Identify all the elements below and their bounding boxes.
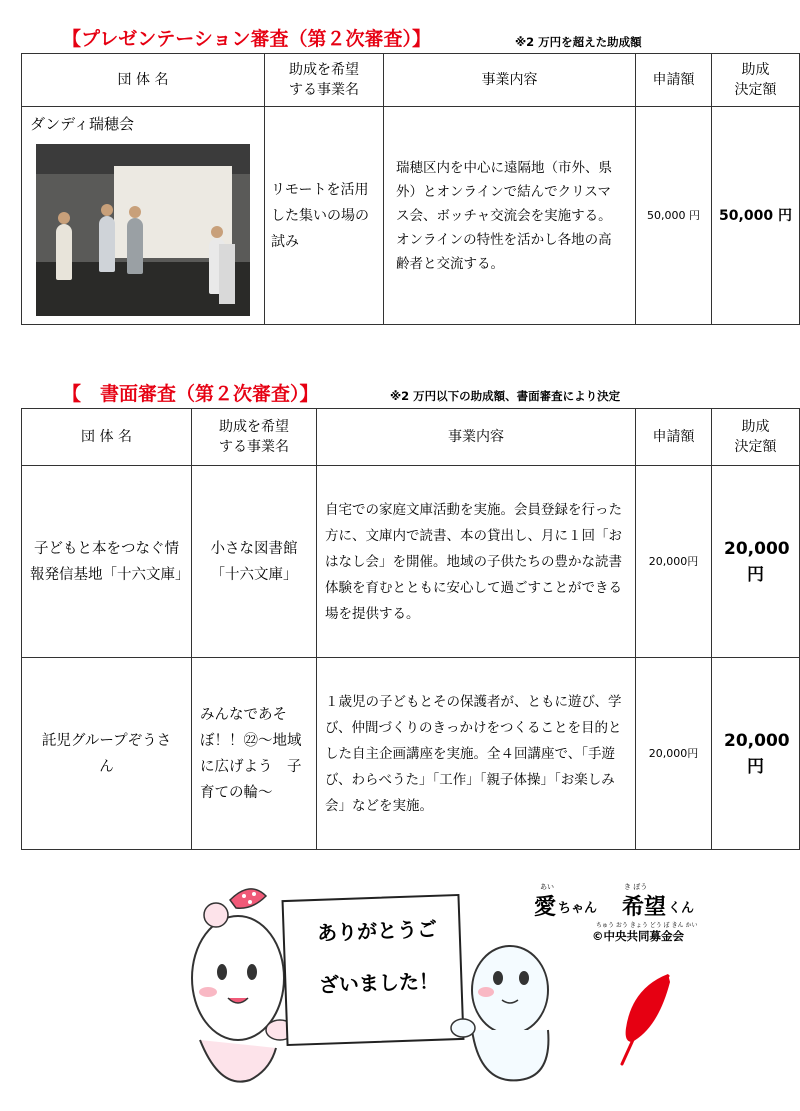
section1-note: ※2 万円を超えた助成額 bbox=[515, 35, 642, 49]
content-cell: １歳児の子どもとその保護者が、ともに遊び、学び、仲間づくりのきっかけをつくることを目的とした自主企画講座を実施。全４回講座で、「手遊び、わらべうた」「工作」「親子体操」「お楽しみ会」などを実施。 bbox=[317, 658, 636, 850]
ruby-org: ちゅう おう きょう どう ぼ きん かい bbox=[596, 922, 698, 929]
section2-title: 【 書面審査（第２次審査）】 bbox=[62, 383, 319, 405]
sign-line-2: ざいました！ bbox=[318, 968, 440, 998]
logo-kun: くん bbox=[668, 901, 695, 916]
red-feather-icon bbox=[612, 968, 682, 1068]
requested-cell: 50,000 円 bbox=[636, 107, 712, 325]
group-cell: 子どもと本をつなぐ情報発信基地「十六文庫」 bbox=[22, 466, 192, 658]
header-decided: 助成 決定額 bbox=[712, 54, 800, 107]
project-cell: 小さな図書館「十六文庫」 bbox=[192, 466, 317, 658]
section1-title: 【プレゼンテーション審査（第２次審査）】 bbox=[62, 28, 431, 50]
ruby-ai: あい bbox=[540, 883, 554, 891]
logo-ai: 愛 bbox=[534, 895, 557, 920]
project-cell: リモートを活用した集いの場の試み bbox=[265, 107, 384, 325]
mascot-logo bbox=[534, 882, 724, 952]
thank-you-sign bbox=[291, 902, 465, 1012]
project-cell: みんなであそぼ！！㉒～地域に広げよう 子育ての輪～ bbox=[192, 658, 317, 850]
event-photo bbox=[36, 144, 250, 316]
table-row bbox=[22, 658, 800, 850]
header-project: 助成を希望 する事業名 bbox=[192, 409, 317, 466]
ruby-kibou: き ぼう bbox=[624, 883, 648, 891]
requested-cell: 20,000円 bbox=[636, 658, 712, 850]
group-cell: 託児グループぞうさん bbox=[22, 658, 192, 850]
content-cell: 自宅での家庭文庫活動を実施。会員登録を行った方に、文庫内で読書、本の貸出し、月に１回「おはなし会」を開催。地域の子供たちの豊かな読書体験を育むとともに安心して過ごすことができる場を提供する。 bbox=[317, 466, 636, 658]
kibou-kun-mascot bbox=[451, 946, 548, 1080]
ai-chan-mascot bbox=[192, 889, 294, 1082]
header-group: 団 体 名 bbox=[22, 54, 265, 107]
header-project: 助成を希望 する事業名 bbox=[265, 54, 384, 107]
header-content: 事業内容 bbox=[384, 54, 636, 107]
content-cell: 瑞穂区内を中心に遠隔地（市外、県外）とオンラインで結んでクリスマス会、ボッチャ交流会を実施する。オンラインの特性を活かし各地の高齢者と交流する。 bbox=[384, 107, 636, 325]
table-row bbox=[22, 466, 800, 658]
decided-cell: 20,000円 bbox=[712, 466, 800, 658]
group-cell bbox=[22, 107, 265, 325]
header-requested: 申請額 bbox=[636, 54, 712, 107]
logo-kibou: 希望 bbox=[622, 895, 667, 920]
logo-chan: ちゃん bbox=[558, 901, 598, 916]
copyright: ©中央共同募金会 bbox=[592, 929, 684, 943]
header-content: 事業内容 bbox=[317, 409, 636, 466]
decided-cell: 50,000 円 bbox=[712, 107, 800, 325]
header-decided: 助成 決定額 bbox=[712, 409, 800, 466]
section2-table bbox=[21, 408, 800, 850]
requested-cell: 20,000円 bbox=[636, 466, 712, 658]
sign-line-1: ありがとうご bbox=[316, 916, 438, 946]
table-row bbox=[22, 107, 800, 325]
header-requested: 申請額 bbox=[636, 409, 712, 466]
section1-table bbox=[21, 53, 800, 325]
decided-cell: 20,000円 bbox=[712, 658, 800, 850]
section2-note: ※2 万円以下の助成額、書面審査により決定 bbox=[390, 389, 621, 403]
header-group: 団 体 名 bbox=[22, 409, 192, 466]
group-name: ダンディ瑞穂会 bbox=[30, 115, 134, 133]
